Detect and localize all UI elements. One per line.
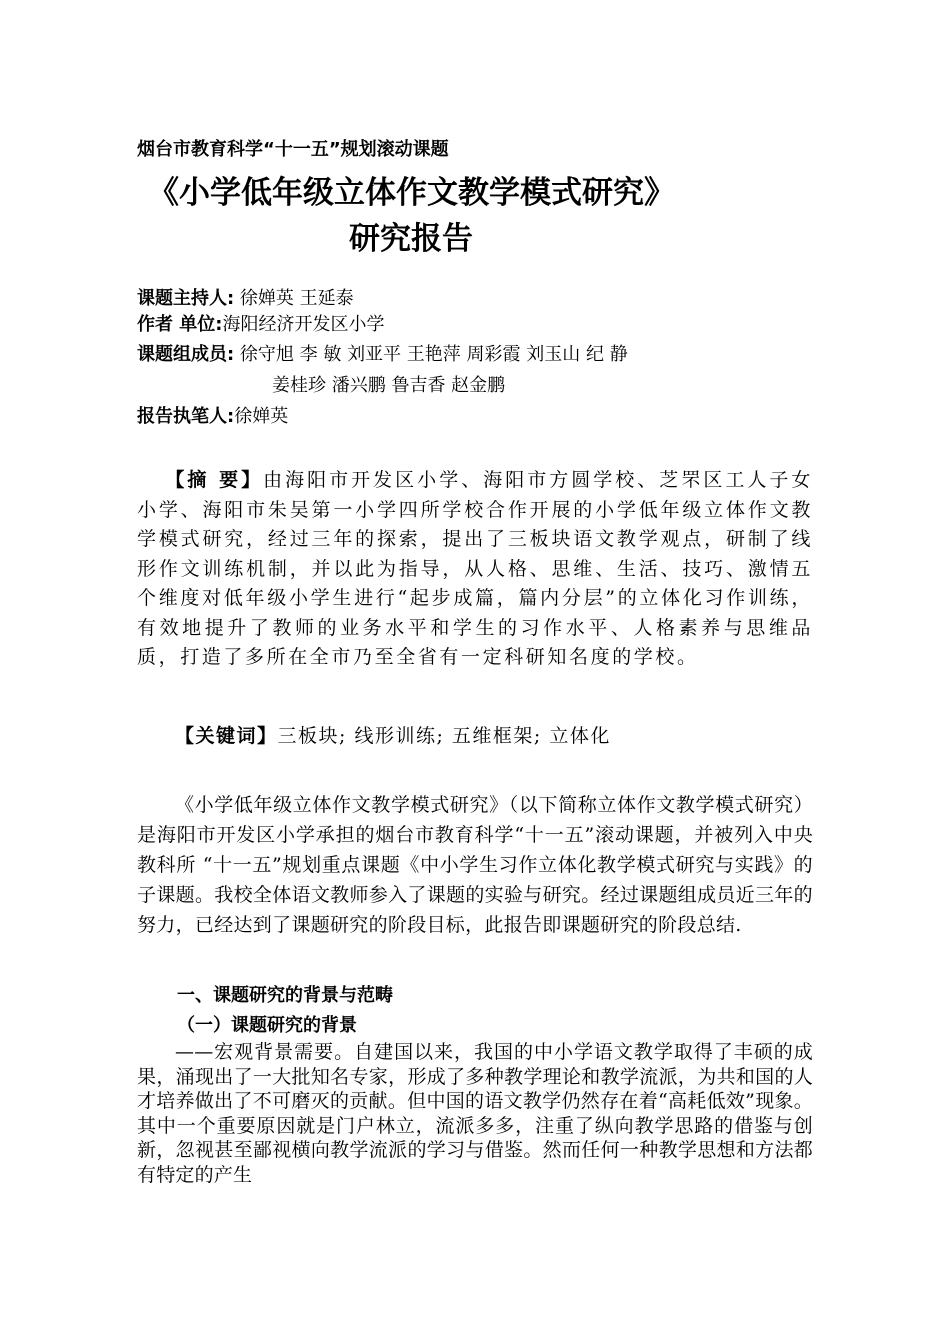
- meta-host: [137, 286, 354, 312]
- meta-members-continued: [272, 373, 505, 399]
- report-title: 《小学低年级立体作文教学模式研究》: [148, 175, 675, 211]
- meta-label: 课题组成员:: [137, 344, 235, 365]
- abstract-tag: 【摘 要】: [165, 469, 264, 491]
- meta-author-unit: [137, 312, 384, 338]
- abstract-text: 由海阳市开发区小学、海阳市方圆学校、芝罘区工人子女小学、海阳市朱吴第一小学四所学校合作开展的小学低年级立体作文教学模式研究，经过三年的探索，提出了三板块语文教学观点，研制了线形作文训练机制，并以此为指导，从人格、思维、生活、技巧、激情五个维度对低年级小学生进行“起步成篇，篇内分层”的立体化习作训练，有效地提升了教师的业务水平和学生的习作水平、人格素养与思维品质，打造了多所在全市乃至全省有一定科研知名度的学校。: [137, 469, 813, 668]
- meta-value: 海阳经济开发区小学: [222, 314, 385, 335]
- meta-members: [137, 342, 628, 368]
- section-heading: 一、课题研究的背景与范畴: [177, 985, 393, 1006]
- meta-value: 姜桂珍 潘兴鹏 鲁吉香 赵金鹏: [272, 375, 506, 396]
- keywords-paragraph: [137, 722, 813, 751]
- meta-writer: [137, 404, 288, 430]
- body-paragraph: ——宏观背景需要。自建国以来，我国的中小学语文教学取得了丰硕的成果，涌现出了一大批知名专家，形成了多种教学理论和教学流派，为共和国的人才培养做出了不可磨灭的贡献。但中国的语文教学仍然存在着“高耗低效”现象。其中一个重要原因就是门户林立，流派多多，注重了纵向教学思路的借鉴与创新，忽视甚至鄙视横向教学流派的学习与借鉴。然而任何一种教学思想和方法都有特定的产生: [137, 1041, 813, 1186]
- intro-paragraph: 《小学低年级立体作文教学模式研究》（以下简称立体作文教学模式研究）是海阳市开发区小学承担的烟台市教育科学“十一五”滚动课题，并被列入中央教科所 “十一五”规划重点课题《中小学生习作立体化教学模式研究与实践》的子课题。我校全体语文教师参入了课题的实验与研究。经过课题组成员近三年的努力，已经达到了课题研究的阶段目标，此报告即课题研究的阶段总结.: [137, 794, 813, 936]
- meta-value: 徐守旭 李 敏 刘亚平 王艳萍 周彩霞 刘玉山 纪 静: [234, 344, 628, 365]
- meta-label: 报告执笔人:: [137, 406, 235, 427]
- subsection-heading: （一）课题研究的背景: [177, 1015, 357, 1036]
- abstract-paragraph: [137, 466, 813, 673]
- meta-label: 课题主持人:: [137, 288, 235, 309]
- meta-value: 徐婵英 王延泰: [234, 288, 354, 309]
- meta-label: 作者 单位:: [137, 314, 223, 335]
- keywords-tag: 【关键词】: [175, 725, 278, 747]
- report-subtitle: 研究报告: [349, 221, 473, 257]
- meta-value: 徐婵英: [234, 406, 289, 427]
- project-series-label: 烟台市教育科学“十一五”规划滚动课题: [137, 139, 449, 160]
- keywords-text: 三板块; 线形训练; 五维框架; 立体化: [277, 725, 611, 747]
